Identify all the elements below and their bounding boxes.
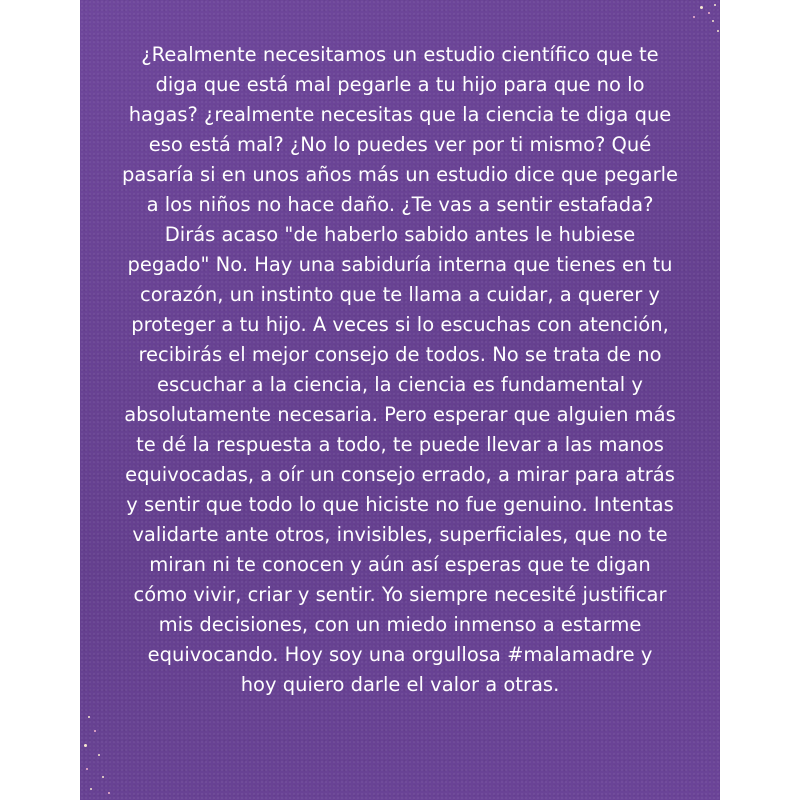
quote-line: equivocadas, a oír un consejo errado, a mirar para atrás <box>125 463 675 486</box>
quote-line: recibirás el mejor consejo de todos. No se trata de no <box>138 343 662 366</box>
quote-line: y sentir que todo lo que hiciste no fue genuino. Intentas <box>126 493 674 516</box>
quote-line: escuchar a la ciencia, la ciencia es fundamental y <box>157 373 643 396</box>
quote-line: diga que está mal pegarle a tu hijo para que no lo <box>155 73 645 96</box>
quote-line: ¿Realmente necesitamos un estudio científico que te <box>141 43 659 66</box>
quote-card <box>80 0 720 800</box>
quote-line: validarte ante otros, invisibles, superficiales, que no te <box>132 523 668 546</box>
quote-line: te dé la respuesta a todo, te puede llevar a las manos <box>136 433 664 456</box>
quote-line: miran ni te conocen y aún así esperas que te digan <box>149 553 651 576</box>
sparkle-decoration-bottom <box>80 710 120 800</box>
quote-line: equivocando. Hoy soy una orgullosa #malamadre y <box>147 643 653 666</box>
quote-line: Dirás acaso "de haberlo sabido antes le hubiese <box>164 223 636 246</box>
quote-line: corazón, un instinto que te llama a cuidar, a querer y <box>140 283 660 306</box>
quote-line: absolutamente necesaria. Pero esperar que alguien más <box>124 403 676 426</box>
quote-line: eso está mal? ¿No lo puedes ver por ti mismo? Qué <box>148 133 652 156</box>
quote-line: pasaría si en unos años más un estudio dice que pegarle <box>121 163 679 186</box>
quote-line: cómo vivir, criar y sentir. Yo siempre necesité justificar <box>133 583 667 606</box>
quote-line: mis decisiones, con un miedo inmenso a estarme <box>158 613 642 636</box>
quote-text <box>80 40 720 700</box>
quote-line: a los niños no hace daño. ¿Te vas a sentir estafada? <box>146 193 654 216</box>
sparkle-decoration-top <box>660 0 720 40</box>
quote-line: hagas? ¿realmente necesitas que la ciencia te diga que <box>128 103 672 126</box>
quote-line: proteger a tu hijo. A veces si lo escuchas con atención, <box>131 313 669 336</box>
quote-line: pegado" No. Hay una sabiduría interna que tienes en tu <box>127 253 673 276</box>
quote-line: hoy quiero darle el valor a otras. <box>240 673 560 696</box>
